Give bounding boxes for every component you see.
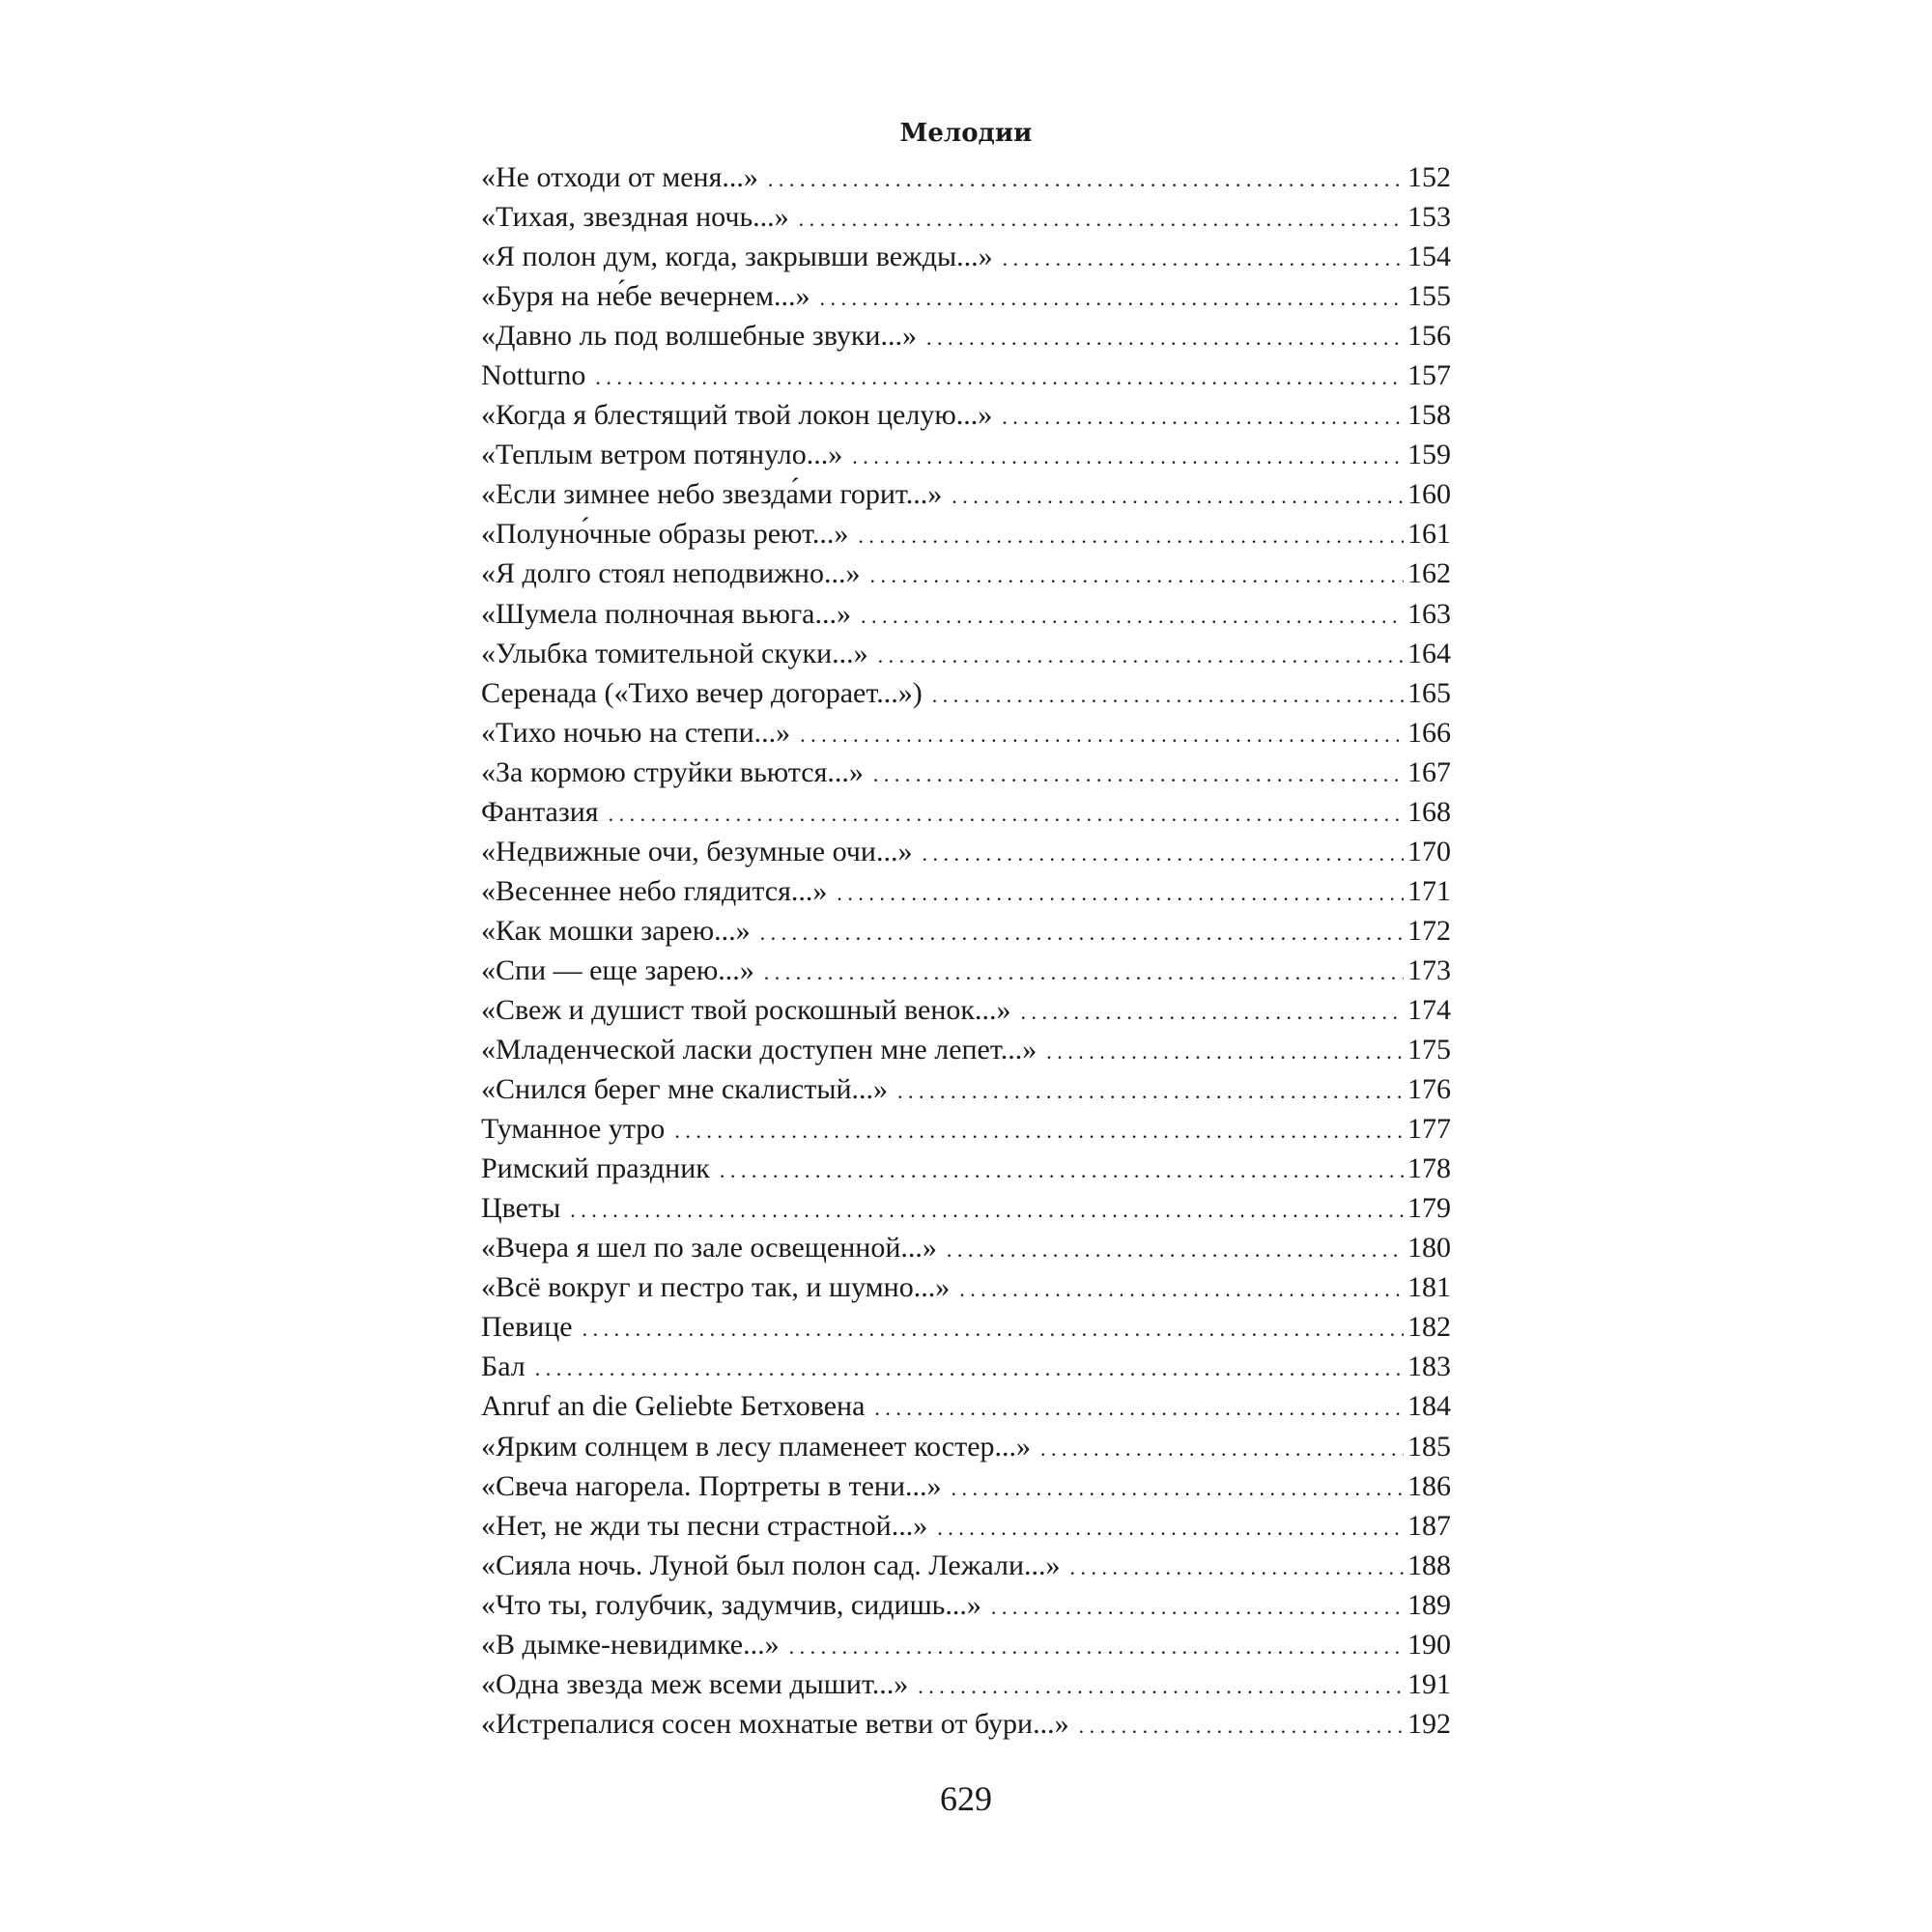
toc-entry bbox=[481, 634, 1451, 673]
toc-entry-page: 183 bbox=[1407, 1350, 1451, 1383]
toc-entry-page: 165 bbox=[1407, 676, 1451, 709]
toc-entry-page: 163 bbox=[1407, 597, 1451, 630]
toc-entry bbox=[481, 1109, 1451, 1149]
toc-entry-page: 172 bbox=[1407, 914, 1451, 947]
toc-entry-title: «Теплым ветром потянуло...» bbox=[481, 439, 843, 471]
toc-entry-title: «Снился берег мне скалистый...» bbox=[481, 1073, 889, 1106]
toc-dot-leader bbox=[878, 634, 1404, 675]
toc-dot-leader bbox=[674, 1109, 1404, 1151]
toc-entry bbox=[481, 1030, 1451, 1069]
toc-dot-leader bbox=[922, 832, 1404, 873]
toc-entry-title: Бал bbox=[481, 1350, 526, 1383]
toc-entry bbox=[481, 1267, 1451, 1307]
toc-dot-leader bbox=[918, 1664, 1404, 1706]
toc-dot-leader bbox=[820, 276, 1404, 318]
toc-dot-leader bbox=[858, 514, 1404, 555]
toc-entry bbox=[481, 514, 1451, 554]
toc-dot-leader bbox=[861, 594, 1404, 636]
toc-entry-title: Римский праздник bbox=[481, 1152, 710, 1185]
toc-entry-title: «Как мошки зарею...» bbox=[481, 914, 751, 947]
table-of-contents bbox=[481, 157, 1451, 1744]
toc-dot-leader bbox=[1002, 395, 1404, 437]
toc-dot-leader bbox=[1070, 1546, 1404, 1587]
toc-entry bbox=[481, 1546, 1451, 1585]
toc-entry-title: «Улыбка томительной скуки...» bbox=[481, 637, 868, 669]
toc-entry-title: Notturno bbox=[481, 359, 586, 392]
toc-entry bbox=[481, 911, 1451, 951]
toc-dot-leader bbox=[1003, 237, 1404, 278]
toc-entry-title: «Младенческой ласки доступен мне лепет...» bbox=[481, 1034, 1037, 1066]
toc-dot-leader bbox=[1079, 1704, 1404, 1746]
toc-entry-page: 177 bbox=[1407, 1113, 1451, 1146]
toc-entry-title: «Весеннее небо глядится...» bbox=[481, 874, 828, 907]
toc-entry bbox=[481, 276, 1451, 316]
toc-dot-leader bbox=[582, 1307, 1404, 1349]
toc-dot-leader bbox=[1020, 990, 1404, 1032]
toc-entry-page: 158 bbox=[1407, 399, 1451, 432]
toc-entry-title: «Одна звезда меж всеми дышит...» bbox=[481, 1667, 909, 1700]
toc-entry-page: 179 bbox=[1407, 1192, 1451, 1225]
toc-dot-leader bbox=[937, 1506, 1404, 1548]
toc-entry-title: Цветы bbox=[481, 1192, 561, 1225]
toc-dot-leader bbox=[789, 1625, 1404, 1666]
toc-dot-leader bbox=[897, 1069, 1404, 1111]
toc-dot-leader bbox=[869, 554, 1404, 595]
toc-entry-page: 175 bbox=[1407, 1034, 1451, 1066]
toc-dot-leader bbox=[760, 911, 1404, 952]
toc-entry-page: 176 bbox=[1407, 1073, 1451, 1106]
toc-entry-page: 181 bbox=[1407, 1271, 1451, 1304]
toc-entry bbox=[481, 1625, 1451, 1664]
toc-entry-page: 174 bbox=[1407, 993, 1451, 1026]
toc-entry-page: 170 bbox=[1407, 835, 1451, 867]
toc-entry bbox=[481, 1307, 1451, 1347]
toc-entry bbox=[481, 990, 1451, 1030]
toc-entry-title: Фантазия bbox=[481, 795, 599, 828]
toc-entry-title: «Нет, не жди ты песни страстной...» bbox=[481, 1509, 928, 1542]
toc-entry-page: 188 bbox=[1407, 1548, 1451, 1581]
toc-dot-leader bbox=[947, 1228, 1404, 1269]
toc-entry-title: «Истрепалися сосен мохнатые ветви от бури...» bbox=[481, 1707, 1069, 1740]
toc-dot-leader bbox=[1046, 1030, 1404, 1071]
toc-entry-title: «Ярким солнцем в лесу пламенеет костер...» bbox=[481, 1430, 1032, 1463]
toc-dot-leader bbox=[932, 673, 1404, 715]
toc-entry-page: 161 bbox=[1407, 518, 1451, 551]
toc-entry-page: 192 bbox=[1407, 1707, 1451, 1740]
toc-entry bbox=[481, 1585, 1451, 1625]
toc-entry-title: «Я долго стоял неподвижно...» bbox=[481, 557, 861, 590]
toc-entry-page: 160 bbox=[1407, 478, 1451, 511]
toc-entry-title: Anruf an die Geliebte Бетховена bbox=[481, 1390, 866, 1423]
toc-entry-title: «В дымке-невидимке...» bbox=[481, 1628, 780, 1661]
toc-entry-page: 155 bbox=[1407, 280, 1451, 313]
toc-entry-title: «Недвижные очи, безумные очи...» bbox=[481, 835, 913, 867]
toc-dot-leader bbox=[952, 1466, 1404, 1508]
toc-dot-leader bbox=[1040, 1427, 1404, 1468]
toc-entry-page: 167 bbox=[1407, 755, 1451, 788]
toc-dot-leader bbox=[959, 1267, 1404, 1309]
toc-entry-title: Туманное утро bbox=[481, 1113, 666, 1146]
toc-entry-title: «Шумела полночная вьюга...» bbox=[481, 597, 851, 630]
toc-entry-page: 156 bbox=[1407, 320, 1451, 353]
toc-dot-leader bbox=[764, 951, 1404, 992]
toc-entry-title: «За кормою струйки вьются...» bbox=[481, 755, 864, 788]
toc-entry-title: «Давно ль под волшебные звуки...» bbox=[481, 320, 917, 353]
toc-dot-leader bbox=[837, 871, 1404, 913]
toc-entry bbox=[481, 554, 1451, 593]
toc-dot-leader bbox=[595, 355, 1404, 397]
toc-dot-leader bbox=[720, 1149, 1404, 1190]
toc-entry-page: 162 bbox=[1407, 557, 1451, 590]
toc-entry bbox=[481, 316, 1451, 355]
toc-dot-leader bbox=[874, 1386, 1404, 1428]
toc-entry bbox=[481, 594, 1451, 634]
toc-entry bbox=[481, 355, 1451, 395]
toc-entry-page: 178 bbox=[1407, 1152, 1451, 1185]
toc-entry bbox=[481, 1506, 1451, 1546]
toc-entry-page: 164 bbox=[1407, 637, 1451, 669]
toc-dot-leader bbox=[873, 753, 1404, 794]
toc-entry-page: 152 bbox=[1407, 161, 1451, 193]
toc-entry-page: 191 bbox=[1407, 1667, 1451, 1700]
toc-entry bbox=[481, 871, 1451, 911]
toc-entry-page: 159 bbox=[1407, 439, 1451, 471]
toc-entry-title: «Тихая, звездная ночь...» bbox=[481, 201, 789, 234]
toc-entry-page: 189 bbox=[1407, 1588, 1451, 1621]
toc-entry bbox=[481, 1664, 1451, 1704]
toc-entry bbox=[481, 951, 1451, 990]
toc-entry bbox=[481, 832, 1451, 871]
toc-entry-title: «Сияла ночь. Луной был полон сад. Лежали...» bbox=[481, 1548, 1061, 1581]
toc-entry bbox=[481, 1188, 1451, 1228]
toc-entry-page: 186 bbox=[1407, 1469, 1451, 1502]
toc-entry bbox=[481, 792, 1451, 832]
toc-dot-leader bbox=[799, 197, 1404, 239]
toc-entry bbox=[481, 1347, 1451, 1386]
toc-entry bbox=[481, 713, 1451, 753]
toc-entry-page: 184 bbox=[1407, 1390, 1451, 1423]
toc-entry bbox=[481, 474, 1451, 514]
toc-entry-page: 171 bbox=[1407, 874, 1451, 907]
toc-entry bbox=[481, 1466, 1451, 1506]
toc-entry-page: 157 bbox=[1407, 359, 1451, 392]
page-number: 629 bbox=[940, 1779, 992, 1818]
toc-entry-page: 153 bbox=[1407, 201, 1451, 234]
toc-entry bbox=[481, 157, 1451, 197]
toc-entry-page: 166 bbox=[1407, 716, 1451, 749]
toc-dot-leader bbox=[991, 1585, 1404, 1627]
toc-entry bbox=[481, 1427, 1451, 1466]
toc-entry-title: «Спи — еще зарею...» bbox=[481, 953, 754, 986]
toc-entry bbox=[481, 197, 1451, 237]
toc-entry-page: 180 bbox=[1407, 1232, 1451, 1264]
toc-entry-title: «Что ты, голубчик, задумчив, сидишь...» bbox=[481, 1588, 981, 1621]
toc-entry-page: 168 bbox=[1407, 795, 1451, 828]
toc-entry-page: 185 bbox=[1407, 1430, 1451, 1463]
toc-entry-title: «Не отходи от меня...» bbox=[481, 161, 758, 193]
toc-dot-leader bbox=[926, 316, 1404, 357]
section-title: Мелодии bbox=[899, 119, 1033, 148]
toc-entry-page: 173 bbox=[1407, 953, 1451, 986]
toc-dot-leader bbox=[800, 713, 1404, 754]
toc-entry bbox=[481, 395, 1451, 435]
toc-entry-title: Певице bbox=[481, 1311, 573, 1344]
toc-entry-title: «Свеча нагорела. Портреты в тени...» bbox=[481, 1469, 942, 1502]
toc-entry bbox=[481, 753, 1451, 792]
toc-entry-title: Серенада («Тихо вечер догорает...») bbox=[481, 676, 923, 709]
toc-entry-page: 154 bbox=[1407, 241, 1451, 273]
toc-entry-title: «Если зимнее небо звезда́ми горит...» bbox=[481, 478, 943, 511]
toc-entry bbox=[481, 1069, 1451, 1109]
toc-dot-leader bbox=[952, 474, 1404, 516]
toc-entry bbox=[481, 1149, 1451, 1188]
toc-entry-title: «Буря на не́бе вечернем...» bbox=[481, 280, 810, 313]
toc-dot-leader bbox=[852, 435, 1404, 476]
toc-entry-title: «Когда я блестящий твой локон целую...» bbox=[481, 399, 993, 432]
toc-entry bbox=[481, 1386, 1451, 1426]
toc-entry-title: «Свеж и душист твой роскошный венок...» bbox=[481, 993, 1011, 1026]
toc-entry-title: «Я полон дум, когда, закрывши вежды...» bbox=[481, 241, 993, 273]
toc-entry bbox=[481, 237, 1451, 276]
toc-dot-leader bbox=[609, 792, 1404, 834]
toc-entry bbox=[481, 1704, 1451, 1744]
toc-entry-page: 182 bbox=[1407, 1311, 1451, 1344]
toc-dot-leader bbox=[768, 157, 1404, 199]
toc-dot-leader bbox=[570, 1188, 1404, 1230]
toc-entry-title: «Тихо ночью на степи...» bbox=[481, 716, 791, 749]
toc-entry bbox=[481, 673, 1451, 713]
toc-entry-title: «Полуно́чные образы реют...» bbox=[481, 518, 849, 551]
toc-entry-title: «Всё вокруг и пестро так, и шумно...» bbox=[481, 1271, 951, 1304]
toc-entry-page: 190 bbox=[1407, 1628, 1451, 1661]
toc-dot-leader bbox=[535, 1347, 1404, 1388]
toc-entry bbox=[481, 435, 1451, 474]
toc-entry-title: «Вчера я шел по зале освещенной...» bbox=[481, 1232, 937, 1264]
toc-entry bbox=[481, 1228, 1451, 1267]
toc-entry-page: 187 bbox=[1407, 1509, 1451, 1542]
